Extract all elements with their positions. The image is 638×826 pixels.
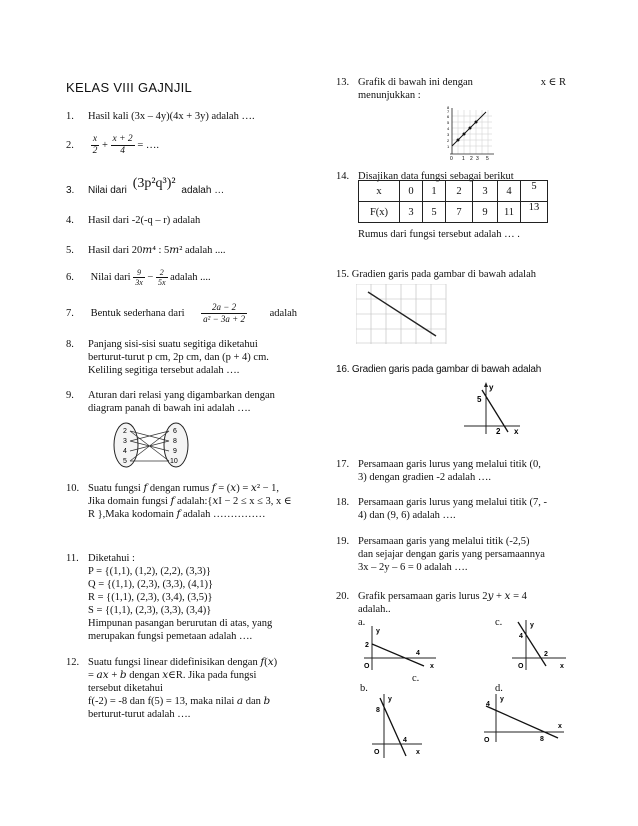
svg-text:2: 2 <box>365 642 369 649</box>
diagram-left-1: 3 <box>123 438 127 445</box>
table-row: F(x) 3 5 7 9 11 13 <box>359 202 548 223</box>
diagram-right-2: 9 <box>173 448 177 455</box>
svg-text:x: x <box>430 663 434 670</box>
function-table <box>358 180 548 223</box>
graph-q15 <box>356 284 448 344</box>
question-13: 13. Grafik di bawah ini dengan x ∈ R menunjukkan : <box>336 77 566 101</box>
graph-q13 <box>446 106 506 162</box>
graph-option-d <box>478 692 566 744</box>
question-12: 12. Suatu fungsi linear didefinisikan dengan 𝑓(𝑥) = 𝑎𝑥 + 𝑏 dengan 𝑥∈R. Jika pada fungsi tersebut diketahui f(-2) = -8 dan f(5) = 13, maka nilai 𝑎 dan 𝑏 berturut-turut adalah …. <box>66 657 278 720</box>
question-16: 16. Gradien garis pada gambar di bawah adalah <box>336 364 542 375</box>
fraction: $\frac{x}{2}$ <box>92 134 98 156</box>
svg-text:3: 3 <box>447 132 450 137</box>
arrow-diagram <box>112 420 192 470</box>
svg-text:4: 4 <box>416 650 420 657</box>
svg-text:x: x <box>416 749 420 756</box>
fraction: $\frac{x + 2}{4}$ <box>112 134 133 156</box>
svg-text:5: 5 <box>447 120 450 125</box>
svg-text:8: 8 <box>376 707 380 714</box>
graph-q16 <box>462 380 522 436</box>
svg-text:y: y <box>530 622 534 629</box>
question-6: 6. Nilai dari $\frac{9}{3x}$ − $\frac{2}{5x}$ adalah .... <box>66 268 211 287</box>
option-b-label: b. <box>360 683 368 694</box>
graph-option-a <box>358 624 438 672</box>
svg-text:4: 4 <box>447 126 450 131</box>
svg-text:y: y <box>376 628 380 635</box>
question-4: 4. Hasil dari -2(-q – r) adalah <box>66 215 201 226</box>
question-17: 17. Persamaan garis lurus yang melalui titik (0, 3) dengan gradien -2 adalah …. <box>336 459 541 483</box>
svg-text:1: 1 <box>462 156 465 162</box>
diagram-right-1: 8 <box>173 438 177 445</box>
question-1: 1. Hasil kali (3x – 4y)(4x + 3y) adalah …. <box>66 111 255 122</box>
q14-prompt: Rumus dari fungsi tersebut adalah … . <box>358 229 520 240</box>
option-c-label: c. <box>495 617 503 628</box>
question-9: 9. Aturan dari relasi yang digambarkan dengan diagram panah di bawah ini adalah …. <box>66 390 275 414</box>
question-3: 3. Nilai dari (3p²q³)² adalah … <box>66 176 225 196</box>
diagram-right-0: 6 <box>173 428 177 435</box>
svg-text:4: 4 <box>519 633 523 640</box>
svg-text:2: 2 <box>447 138 450 143</box>
svg-text:4: 4 <box>486 701 490 708</box>
fraction: $\frac{2a - 2}{\text{a² − 3a + 2}}$ <box>203 302 245 324</box>
svg-text:1: 1 <box>447 144 450 149</box>
svg-text:6: 6 <box>447 114 450 119</box>
diagram-left-0: 2 <box>123 428 127 435</box>
question-10: 10. Suatu fungsi 𝑓 dengan rumus 𝑓 = (𝑥) = 𝑥² − 1, Jika domain fungsi 𝑓 adalah:{𝑥I − 2 ≤ x ≤ 3, x ∈ R },Maka kodomain 𝑓 adalah …………… <box>66 483 292 520</box>
svg-text:y: y <box>500 696 504 703</box>
question-18: 18. Persamaan garis lurus yang melalui titik (7, - 4) dan (9, 6) adalah …. <box>336 497 547 521</box>
question-5: 5. Hasil dari 20𝑚⁴ : 5𝑚² adalah .... <box>66 245 226 256</box>
svg-text:3: 3 <box>476 156 479 162</box>
svg-text:4: 4 <box>403 737 407 744</box>
graph16-y-int: 5 <box>477 395 482 404</box>
graph16-x-label: x <box>514 427 519 436</box>
page-title: KELAS VIII GAJNJIL <box>66 80 193 95</box>
svg-text:O: O <box>518 663 524 670</box>
question-2: 2. $\frac{x}{2}$ + $\frac{x + 2}{4}$ = …. <box>66 134 159 156</box>
svg-text:7: 7 <box>447 109 450 114</box>
graph16-x-int: 2 <box>496 427 501 436</box>
question-15: 15. Gradien garis pada gambar di bawah adalah <box>336 269 537 280</box>
question-19: 19. Persamaan garis yang melalui titik (-2,5) dan sejajar dengan garis yang persamaannya 3x – 2y – 6 = 0 adalah …. <box>336 536 545 573</box>
svg-text:2: 2 <box>470 156 473 162</box>
question-8: 8. Panjang sisi-sisi suatu segitiga diketahui berturut-turut p cm, 2p cm, dan (p + 4) cm. Keliling segitiga tersebut adalah …. <box>66 339 269 376</box>
svg-text:O: O <box>364 663 370 670</box>
graph-option-c <box>508 618 568 672</box>
option-a-label: a. <box>358 617 366 628</box>
svg-text:0: 0 <box>450 156 453 162</box>
svg-text:5: 5 <box>486 156 489 162</box>
question-7: 7. Bentuk sederhana dari $\frac{2a - 2}{\text{a² − 3a + 2}}$ adalah <box>66 302 298 324</box>
fraction: $\frac{2}{5x}$ <box>157 268 166 287</box>
graph16-y-label: y <box>489 383 494 392</box>
option-d-label: d. <box>495 683 503 694</box>
svg-text:x: x <box>558 723 562 730</box>
table-row: x 0 1 2 3 4 5 <box>359 181 548 202</box>
diagram-right-3: 10 <box>170 458 178 465</box>
svg-text:x: x <box>560 663 564 670</box>
question-20: 20. Grafik persamaan garis lurus 2𝑦 + 𝑥 = 4 adalah.. <box>336 591 527 615</box>
fraction: $\frac{9}{3x}$ <box>135 268 143 287</box>
svg-text:y: y <box>388 696 392 703</box>
question-14: 14. Disajikan data fungsi sebagai berikut <box>336 171 514 182</box>
svg-text:8: 8 <box>540 736 544 743</box>
option-c-label-2: c. <box>412 673 420 684</box>
svg-text:8: 8 <box>447 106 450 110</box>
svg-text:O: O <box>484 737 490 744</box>
diagram-left-2: 4 <box>123 448 127 455</box>
svg-text:O: O <box>374 749 380 756</box>
svg-text:2: 2 <box>544 651 548 658</box>
question-11: 11. Diketahui : P = {(1,1), (1,2), (2,2), (3,3)} Q = {(1,1), (2,3), (3,3), (4,1)} R = {(1,1), (2,3), (3,4), (3,5)} S = {(1,1), (2,3), (3,3), (3,4)} Himpunan pasangan berurutan di atas, yang merupakan fungsi pemetaan adalah …. <box>66 553 273 642</box>
graph-option-b <box>368 692 424 760</box>
diagram-left-3: 5 <box>123 458 127 465</box>
